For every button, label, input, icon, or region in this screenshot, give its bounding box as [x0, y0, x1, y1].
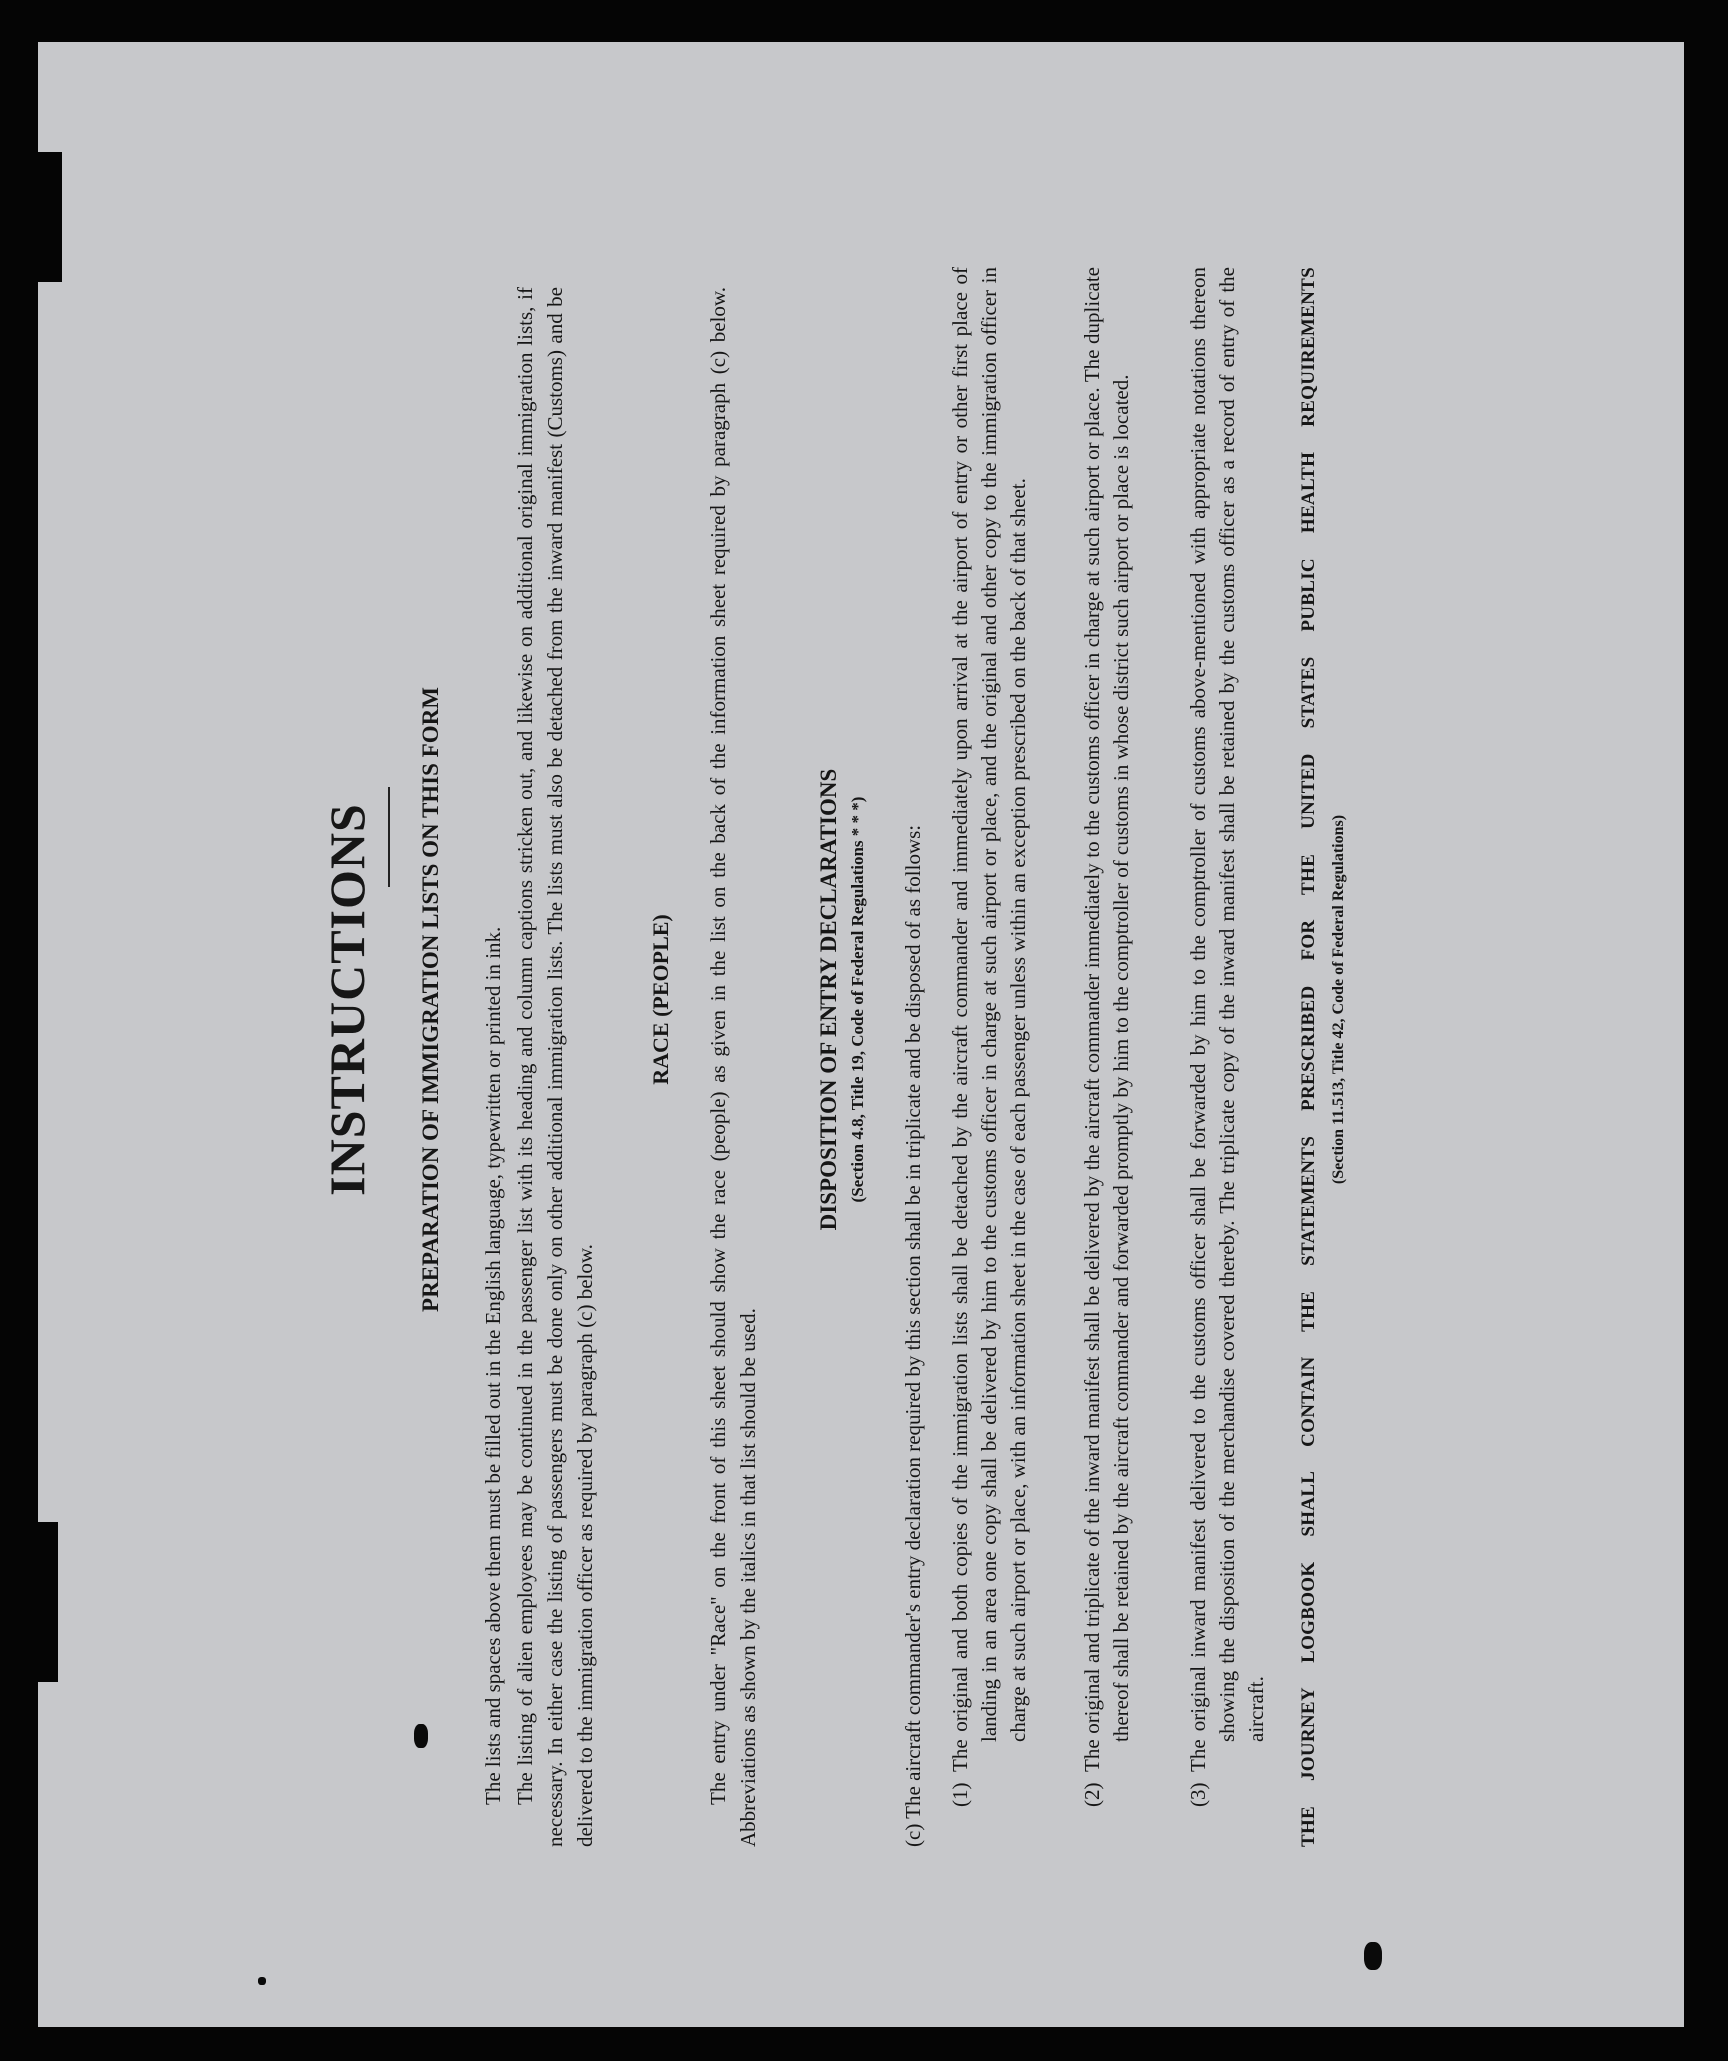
list-item-text: The original and both copies of the immigration lists shall be detached by the aircraft commander and immediately upon arrival at the airport of entry or other first place of landing in an area one copy shall be delivered by him to the customs officer in charge at such airport or place, and the original and other copy to the immigration officer in charge at such airport or place, with an information sheet in the case of each passenger unless within an exception prescribed on the back of that sheet.: [948, 267, 1030, 1772]
list-item-number: (3): [1186, 1782, 1210, 1807]
paragraph-disposition-intro: [898, 287, 928, 1847]
list-item: [946, 267, 1033, 1847]
section-heading-immigration: PREPARATION OF IMMIGRATION LISTS ON THIS FORM: [418, 687, 443, 1312]
page-title: INSTRUCTIONS: [319, 803, 375, 1196]
scan-notch-top: [38, 152, 62, 282]
paragraph-race: [703, 287, 763, 1847]
paragraph-instructions-2: [510, 287, 600, 1847]
footer-heading: THE JOURNEY LOGBOOK SHALL CONTAIN THE STATEMENTS PRESCRIBED FOR THE UNITED STATES PUBLIC HEALTH REQUIREMENTS: [1298, 267, 1319, 1847]
section-heading-disposition: DISPOSITION OF ENTRY DECLARATIONS: [816, 768, 841, 1231]
list-item-number: (2): [1080, 1782, 1104, 1807]
list-item-text: The original inward manifest delivered to the customs officer shall be forwarded by him to the comptroller of customs above-mentioned with appropriate notations thereon showing the disposition of the merchandise covered thereby. The triplicate copy of the inward manifest shall be retained by the customs officer as a record of entry of the aircraft.: [1186, 267, 1268, 1772]
paragraph-text: The listing of alien employees may be continued in the passenger list with its heading and column captions stricken out, and likewise on additional original immigration lists, if necessary. In either case the listing of passengers must be done only on other additional immigration lists. The lists must also be detached from the inward manifest (Customs) and be delivered to the immigration officer as required by paragraph (c) below.: [513, 287, 597, 1847]
section-heading-race: RACE (PEOPLE): [648, 914, 673, 1085]
title-rule: [388, 787, 390, 887]
section-subheading-disposition: (Section 4.8, Title 19, Code of Federal Regulations * * *): [848, 796, 867, 1203]
paragraph-instructions-1: [478, 287, 508, 1847]
list-item-text: The original and triplicate of the inward manifest shall be delivered by the aircraft commander immediately to the customs officer in charge at such airport or place. The duplicate thereof shall be retained by the aircraft commander and forwarded promptly by him to the comptroller of customs in whose district such airport or place is located.: [1080, 267, 1133, 1772]
document-page: [38, 42, 1684, 2027]
list-item: [1078, 267, 1136, 1847]
paragraph-text: (c) The aircraft commander's entry declaration required by this section shall be in triplicate and be disposed of as follows:: [901, 824, 925, 1847]
paragraph-text: The entry under "Race" on the front of this sheet should show the race (people) as given in the list on the back of the information sheet required by paragraph (c) below. Abbreviations as shown by the italics in that list should be used.: [706, 287, 760, 1847]
footer-subheading: (Section 11.513, Title 42, Code of Federal Regulations): [1330, 814, 1347, 1185]
paragraph-text: The lists and spaces above them must be filled out in the English language, typewritten or printed in ink.: [481, 926, 505, 1805]
scan-notch-bottom: [38, 1522, 58, 1682]
ink-mark: [258, 1977, 266, 1985]
list-item: [1184, 267, 1271, 1847]
rotated-content: [318, 42, 1678, 1967]
list-item-number: (1): [948, 1782, 972, 1807]
